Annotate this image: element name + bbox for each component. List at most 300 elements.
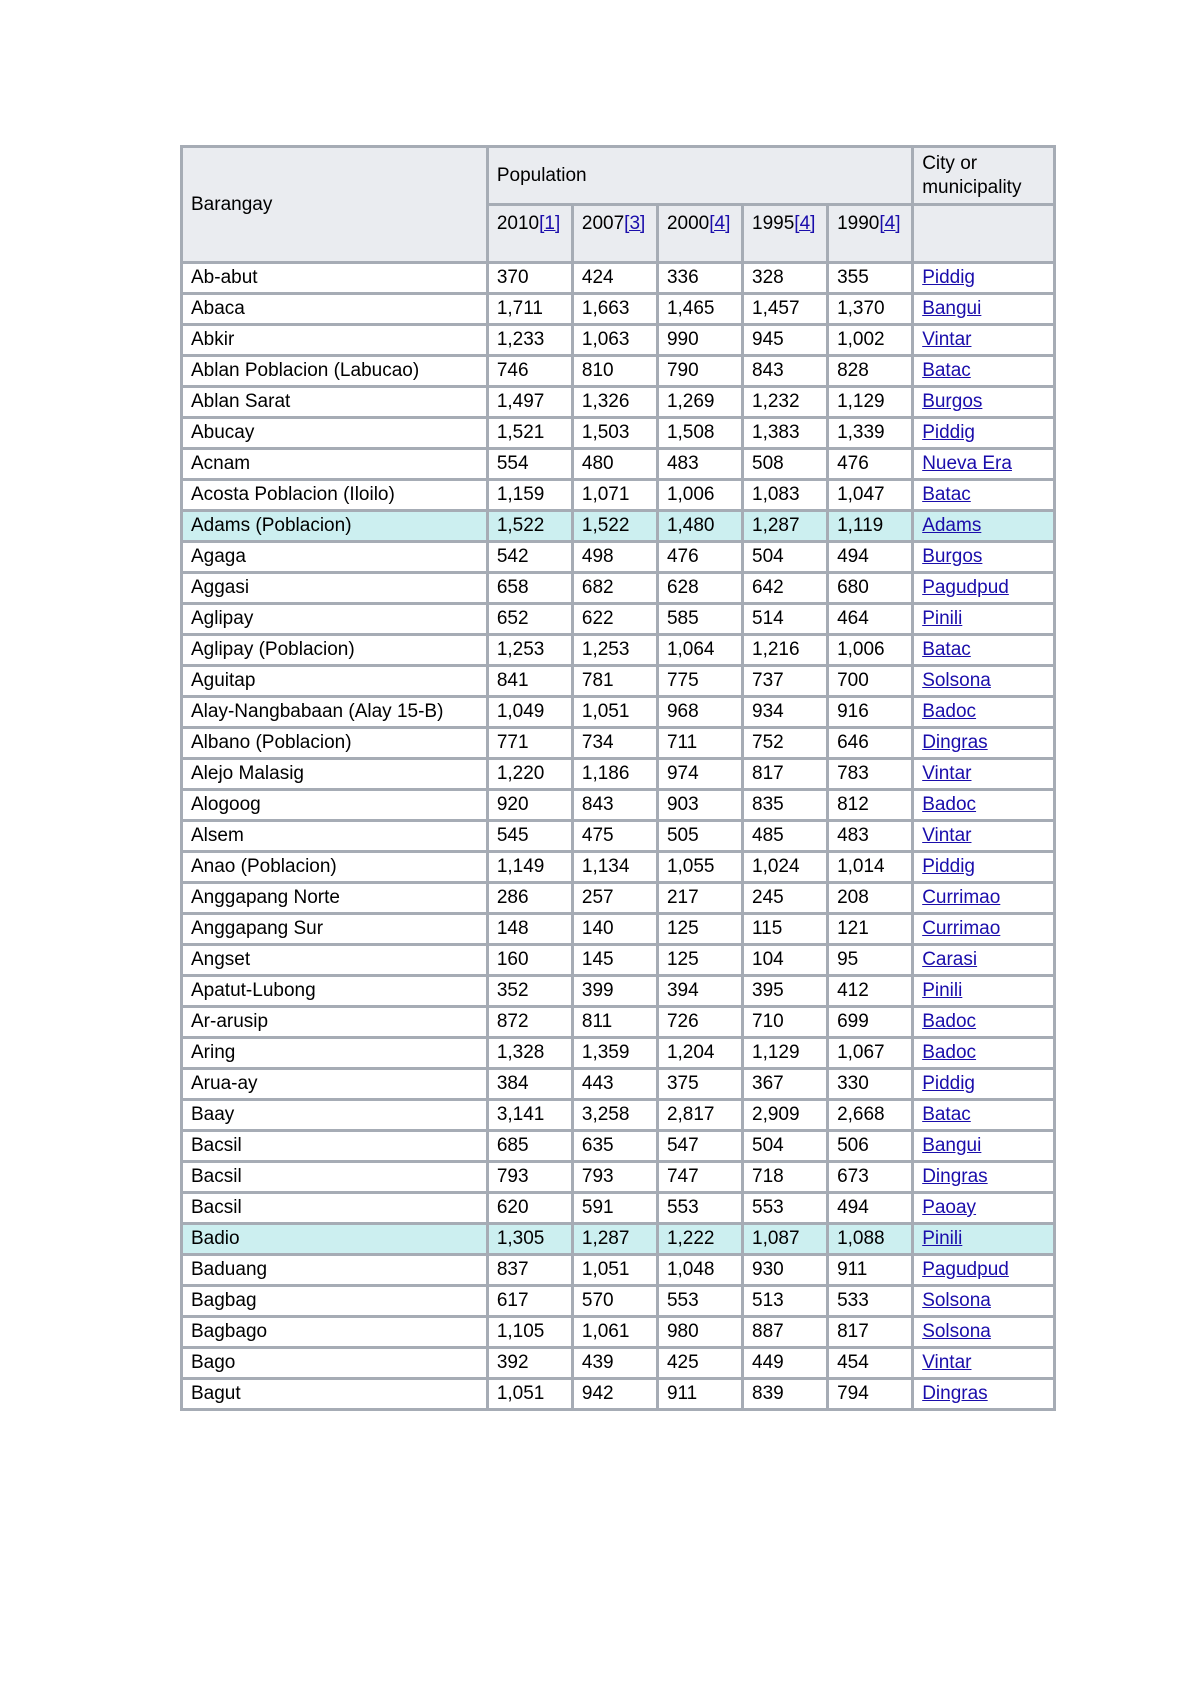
barangay-cell: Ab-abut bbox=[182, 263, 488, 294]
city-link[interactable]: Adams bbox=[922, 515, 982, 536]
population-2010-cell: 1,522 bbox=[487, 511, 572, 542]
city-link[interactable]: Carasi bbox=[922, 949, 978, 970]
table-row bbox=[182, 387, 1055, 418]
header-city-empty bbox=[913, 205, 1055, 263]
city-cell bbox=[913, 511, 1055, 542]
population-1990-cell: 1,047 bbox=[828, 480, 913, 511]
population-2007-cell: 399 bbox=[572, 976, 657, 1007]
city-link[interactable]: Currimao bbox=[922, 887, 1001, 908]
barangay-cell: Bagbago bbox=[182, 1317, 488, 1348]
population-2000-cell: 125 bbox=[657, 914, 742, 945]
city-cell bbox=[913, 325, 1055, 356]
header-year-2000 bbox=[657, 205, 742, 263]
population-2010-cell: 286 bbox=[487, 883, 572, 914]
table-row bbox=[182, 790, 1055, 821]
header-population: Population bbox=[487, 147, 912, 205]
population-2000-cell: 980 bbox=[657, 1317, 742, 1348]
year-label: 2010 bbox=[496, 213, 540, 234]
population-2007-cell: 424 bbox=[572, 263, 657, 294]
population-2000-cell: 968 bbox=[657, 697, 742, 728]
population-1990-cell: 494 bbox=[828, 542, 913, 573]
barangay-cell: Bago bbox=[182, 1348, 488, 1379]
barangay-cell: Bacsil bbox=[182, 1193, 488, 1224]
header-year-1995 bbox=[743, 205, 828, 263]
city-cell bbox=[913, 635, 1055, 666]
population-1995-cell: 553 bbox=[743, 1193, 828, 1224]
table-row bbox=[182, 1069, 1055, 1100]
population-1995-cell: 1,457 bbox=[743, 294, 828, 325]
population-2007-cell: 1,359 bbox=[572, 1038, 657, 1069]
table-row bbox=[182, 697, 1055, 728]
population-2010-cell: 1,328 bbox=[487, 1038, 572, 1069]
population-1990-cell: 828 bbox=[828, 356, 913, 387]
city-link[interactable]: Badoc bbox=[922, 1011, 977, 1032]
population-2010-cell: 1,149 bbox=[487, 852, 572, 883]
population-1990-cell: 330 bbox=[828, 1069, 913, 1100]
city-link[interactable]: Vintar bbox=[922, 825, 972, 846]
table-row bbox=[182, 511, 1055, 542]
population-2007-cell: 1,071 bbox=[572, 480, 657, 511]
city-link[interactable]: Nueva Era bbox=[922, 453, 1012, 474]
population-2000-cell: 553 bbox=[657, 1286, 742, 1317]
population-2010-cell: 1,305 bbox=[487, 1224, 572, 1255]
population-2010-cell: 685 bbox=[487, 1131, 572, 1162]
city-link[interactable]: Piddig bbox=[922, 1073, 976, 1094]
table-row bbox=[182, 1286, 1055, 1317]
population-1990-cell: 412 bbox=[828, 976, 913, 1007]
population-1990-cell: 454 bbox=[828, 1348, 913, 1379]
table-row bbox=[182, 294, 1055, 325]
population-2000-cell: 2,817 bbox=[657, 1100, 742, 1131]
barangay-cell: Badio bbox=[182, 1224, 488, 1255]
population-2000-cell: 1,465 bbox=[657, 294, 742, 325]
population-2000-cell: 990 bbox=[657, 325, 742, 356]
population-1990-cell: 817 bbox=[828, 1317, 913, 1348]
population-2000-cell: 425 bbox=[657, 1348, 742, 1379]
city-cell bbox=[913, 480, 1055, 511]
population-2007-cell: 443 bbox=[572, 1069, 657, 1100]
city-link[interactable]: Bangui bbox=[922, 298, 982, 319]
city-link[interactable]: Paoay bbox=[922, 1197, 977, 1218]
table-row bbox=[182, 1038, 1055, 1069]
population-2010-cell: 554 bbox=[487, 449, 572, 480]
table-row bbox=[182, 1007, 1055, 1038]
population-2010-cell: 658 bbox=[487, 573, 572, 604]
population-1990-cell: 680 bbox=[828, 573, 913, 604]
population-2000-cell: 1,222 bbox=[657, 1224, 742, 1255]
population-2010-cell: 370 bbox=[487, 263, 572, 294]
city-cell bbox=[913, 883, 1055, 914]
population-2007-cell: 734 bbox=[572, 728, 657, 759]
barangay-cell: Acnam bbox=[182, 449, 488, 480]
barangay-cell: Adams (Poblacion) bbox=[182, 511, 488, 542]
population-2007-cell: 810 bbox=[572, 356, 657, 387]
table-row bbox=[182, 945, 1055, 976]
city-link[interactable]: Vintar bbox=[922, 763, 972, 784]
population-2007-cell: 781 bbox=[572, 666, 657, 697]
city-link[interactable]: Vintar bbox=[922, 1352, 972, 1373]
population-2007-cell: 1,051 bbox=[572, 697, 657, 728]
population-2010-cell: 652 bbox=[487, 604, 572, 635]
barangay-cell: Baduang bbox=[182, 1255, 488, 1286]
population-1990-cell: 699 bbox=[828, 1007, 913, 1038]
population-2010-cell: 1,521 bbox=[487, 418, 572, 449]
population-2007-cell: 570 bbox=[572, 1286, 657, 1317]
city-cell bbox=[913, 294, 1055, 325]
population-1990-cell: 673 bbox=[828, 1162, 913, 1193]
population-2010-cell: 1,105 bbox=[487, 1317, 572, 1348]
population-1995-cell: 887 bbox=[743, 1317, 828, 1348]
city-cell bbox=[913, 1379, 1055, 1410]
table-row bbox=[182, 976, 1055, 1007]
city-cell bbox=[913, 790, 1055, 821]
population-2000-cell: 505 bbox=[657, 821, 742, 852]
barangay-cell: Angset bbox=[182, 945, 488, 976]
table-row bbox=[182, 914, 1055, 945]
city-link[interactable]: Vintar bbox=[922, 329, 972, 350]
city-cell bbox=[913, 1069, 1055, 1100]
population-2000-cell: 483 bbox=[657, 449, 742, 480]
city-link[interactable]: Badoc bbox=[922, 794, 977, 815]
barangay-cell: Abkir bbox=[182, 325, 488, 356]
population-2000-cell: 726 bbox=[657, 1007, 742, 1038]
city-cell bbox=[913, 697, 1055, 728]
year-label: 1990 bbox=[837, 213, 880, 234]
city-cell bbox=[913, 728, 1055, 759]
population-1995-cell: 1,087 bbox=[743, 1224, 828, 1255]
population-2010-cell: 384 bbox=[487, 1069, 572, 1100]
population-2007-cell: 1,287 bbox=[572, 1224, 657, 1255]
barangay-cell: Ablan Poblacion (Labucao) bbox=[182, 356, 488, 387]
city-cell bbox=[913, 1162, 1055, 1193]
city-cell bbox=[913, 1317, 1055, 1348]
city-link[interactable]: Dingras bbox=[922, 732, 988, 753]
population-2007-cell: 439 bbox=[572, 1348, 657, 1379]
city-cell bbox=[913, 821, 1055, 852]
population-2010-cell: 1,497 bbox=[487, 387, 572, 418]
population-2010-cell: 1,159 bbox=[487, 480, 572, 511]
population-2010-cell: 545 bbox=[487, 821, 572, 852]
city-cell bbox=[913, 976, 1055, 1007]
population-1990-cell: 533 bbox=[828, 1286, 913, 1317]
table-row bbox=[182, 1193, 1055, 1224]
city-link[interactable]: Piddig bbox=[922, 422, 976, 443]
population-1995-cell: 752 bbox=[743, 728, 828, 759]
city-link[interactable]: Bangui bbox=[922, 1135, 982, 1156]
city-link[interactable]: Solsona bbox=[922, 670, 991, 691]
population-1995-cell: 513 bbox=[743, 1286, 828, 1317]
population-1990-cell: 121 bbox=[828, 914, 913, 945]
population-1995-cell: 930 bbox=[743, 1255, 828, 1286]
barangay-cell: Bagbag bbox=[182, 1286, 488, 1317]
population-1990-cell: 494 bbox=[828, 1193, 913, 1224]
population-2007-cell: 622 bbox=[572, 604, 657, 635]
population-1990-cell: 794 bbox=[828, 1379, 913, 1410]
population-2000-cell: 585 bbox=[657, 604, 742, 635]
barangay-cell: Anggapang Norte bbox=[182, 883, 488, 914]
city-link[interactable]: Solsona bbox=[922, 1321, 991, 1342]
population-2007-cell: 1,061 bbox=[572, 1317, 657, 1348]
city-link[interactable]: Pagudpud bbox=[922, 1259, 1009, 1280]
population-2010-cell: 542 bbox=[487, 542, 572, 573]
city-link[interactable]: Pinili bbox=[922, 608, 963, 629]
population-2010-cell: 1,049 bbox=[487, 697, 572, 728]
population-2010-cell: 148 bbox=[487, 914, 572, 945]
city-cell bbox=[913, 1131, 1055, 1162]
table-row bbox=[182, 263, 1055, 294]
barangay-cell: Aguitap bbox=[182, 666, 488, 697]
barangay-cell: Ablan Sarat bbox=[182, 387, 488, 418]
population-2000-cell: 775 bbox=[657, 666, 742, 697]
barangay-cell: Bacsil bbox=[182, 1131, 488, 1162]
population-2010-cell: 872 bbox=[487, 1007, 572, 1038]
city-cell bbox=[913, 1193, 1055, 1224]
city-cell bbox=[913, 542, 1055, 573]
barangay-cell: Alejo Malasig bbox=[182, 759, 488, 790]
population-2010-cell: 920 bbox=[487, 790, 572, 821]
barangay-cell: Abaca bbox=[182, 294, 488, 325]
city-link[interactable]: Pinili bbox=[922, 1228, 963, 1249]
population-1990-cell: 1,339 bbox=[828, 418, 913, 449]
table-row bbox=[182, 604, 1055, 635]
population-2007-cell: 498 bbox=[572, 542, 657, 573]
barangay-cell: Albano (Poblacion) bbox=[182, 728, 488, 759]
city-link[interactable]: Pagudpud bbox=[922, 577, 1009, 598]
city-cell bbox=[913, 387, 1055, 418]
city-link[interactable]: Burgos bbox=[922, 391, 983, 412]
population-1990-cell: 2,668 bbox=[828, 1100, 913, 1131]
barangay-cell: Alsem bbox=[182, 821, 488, 852]
population-1995-cell: 328 bbox=[743, 263, 828, 294]
table-row bbox=[182, 728, 1055, 759]
population-1990-cell: 1,088 bbox=[828, 1224, 913, 1255]
city-cell bbox=[913, 356, 1055, 387]
population-1990-cell: 464 bbox=[828, 604, 913, 635]
population-table bbox=[180, 145, 1056, 1411]
population-2000-cell: 911 bbox=[657, 1379, 742, 1410]
population-2010-cell: 837 bbox=[487, 1255, 572, 1286]
city-cell bbox=[913, 449, 1055, 480]
barangay-cell: Aggasi bbox=[182, 573, 488, 604]
population-1990-cell: 1,002 bbox=[828, 325, 913, 356]
table-row bbox=[182, 1224, 1055, 1255]
population-1990-cell: 1,129 bbox=[828, 387, 913, 418]
population-2010-cell: 392 bbox=[487, 1348, 572, 1379]
header-barangay: Barangay bbox=[182, 147, 488, 263]
table-row bbox=[182, 542, 1055, 573]
population-1995-cell: 817 bbox=[743, 759, 828, 790]
barangay-cell: Alogoog bbox=[182, 790, 488, 821]
table-row bbox=[182, 573, 1055, 604]
population-1995-cell: 843 bbox=[743, 356, 828, 387]
population-1995-cell: 508 bbox=[743, 449, 828, 480]
population-1995-cell: 504 bbox=[743, 1131, 828, 1162]
population-2010-cell: 617 bbox=[487, 1286, 572, 1317]
table-row bbox=[182, 325, 1055, 356]
population-2000-cell: 1,064 bbox=[657, 635, 742, 666]
table-row bbox=[182, 1317, 1055, 1348]
population-1995-cell: 367 bbox=[743, 1069, 828, 1100]
population-2000-cell: 903 bbox=[657, 790, 742, 821]
header-year-2007 bbox=[572, 205, 657, 263]
city-link[interactable]: Currimao bbox=[922, 918, 1001, 939]
population-2010-cell: 746 bbox=[487, 356, 572, 387]
table-header bbox=[182, 147, 1055, 263]
population-2000-cell: 747 bbox=[657, 1162, 742, 1193]
population-2000-cell: 394 bbox=[657, 976, 742, 1007]
city-cell bbox=[913, 604, 1055, 635]
population-2000-cell: 1,204 bbox=[657, 1038, 742, 1069]
population-1995-cell: 115 bbox=[743, 914, 828, 945]
year-label: 2000 bbox=[666, 213, 710, 234]
population-1995-cell: 449 bbox=[743, 1348, 828, 1379]
table-row bbox=[182, 480, 1055, 511]
city-link[interactable]: Badoc bbox=[922, 1042, 977, 1063]
population-1995-cell: 1,083 bbox=[743, 480, 828, 511]
population-2000-cell: 375 bbox=[657, 1069, 742, 1100]
city-cell bbox=[913, 1224, 1055, 1255]
population-2000-cell: 1,006 bbox=[657, 480, 742, 511]
city-link[interactable]: Batac bbox=[922, 1104, 971, 1125]
reference-link[interactable]: [1] bbox=[539, 213, 561, 234]
city-cell bbox=[913, 1007, 1055, 1038]
barangay-cell: Abucay bbox=[182, 418, 488, 449]
population-1995-cell: 504 bbox=[743, 542, 828, 573]
population-2000-cell: 476 bbox=[657, 542, 742, 573]
population-2007-cell: 1,063 bbox=[572, 325, 657, 356]
population-2007-cell: 1,253 bbox=[572, 635, 657, 666]
city-cell bbox=[913, 573, 1055, 604]
city-link[interactable]: Dingras bbox=[922, 1383, 988, 1404]
population-1995-cell: 710 bbox=[743, 1007, 828, 1038]
population-2000-cell: 547 bbox=[657, 1131, 742, 1162]
table-row bbox=[182, 759, 1055, 790]
population-2010-cell: 841 bbox=[487, 666, 572, 697]
header-year-1990 bbox=[828, 205, 913, 263]
reference-link[interactable]: [4] bbox=[794, 213, 816, 234]
population-2010-cell: 1,253 bbox=[487, 635, 572, 666]
population-1995-cell: 245 bbox=[743, 883, 828, 914]
city-cell bbox=[913, 1100, 1055, 1131]
barangay-cell: Agaga bbox=[182, 542, 488, 573]
population-1990-cell: 700 bbox=[828, 666, 913, 697]
city-link[interactable]: Badoc bbox=[922, 701, 977, 722]
city-link[interactable]: Piddig bbox=[922, 856, 976, 877]
population-2007-cell: 811 bbox=[572, 1007, 657, 1038]
city-link[interactable]: Burgos bbox=[922, 546, 983, 567]
year-label: 1995 bbox=[752, 213, 795, 234]
city-link[interactable]: Solsona bbox=[922, 1290, 991, 1311]
population-1995-cell: 104 bbox=[743, 945, 828, 976]
barangay-cell: Anao (Poblacion) bbox=[182, 852, 488, 883]
table-row bbox=[182, 1131, 1055, 1162]
population-1995-cell: 1,129 bbox=[743, 1038, 828, 1069]
city-link[interactable]: Piddig bbox=[922, 267, 976, 288]
population-1995-cell: 1,232 bbox=[743, 387, 828, 418]
population-2007-cell: 591 bbox=[572, 1193, 657, 1224]
population-2010-cell: 1,220 bbox=[487, 759, 572, 790]
population-2000-cell: 1,480 bbox=[657, 511, 742, 542]
population-2007-cell: 942 bbox=[572, 1379, 657, 1410]
population-2007-cell: 1,522 bbox=[572, 511, 657, 542]
population-1990-cell: 483 bbox=[828, 821, 913, 852]
city-cell bbox=[913, 418, 1055, 449]
population-1995-cell: 934 bbox=[743, 697, 828, 728]
population-2007-cell: 257 bbox=[572, 883, 657, 914]
population-1990-cell: 1,119 bbox=[828, 511, 913, 542]
population-2000-cell: 125 bbox=[657, 945, 742, 976]
table-row bbox=[182, 666, 1055, 697]
population-1990-cell: 812 bbox=[828, 790, 913, 821]
population-2010-cell: 160 bbox=[487, 945, 572, 976]
population-2010-cell: 793 bbox=[487, 1162, 572, 1193]
table-row bbox=[182, 449, 1055, 480]
population-2007-cell: 140 bbox=[572, 914, 657, 945]
population-1990-cell: 208 bbox=[828, 883, 913, 914]
city-link[interactable]: Batac bbox=[922, 360, 971, 381]
population-1995-cell: 2,909 bbox=[743, 1100, 828, 1131]
table-row bbox=[182, 635, 1055, 666]
population-2007-cell: 843 bbox=[572, 790, 657, 821]
population-2007-cell: 793 bbox=[572, 1162, 657, 1193]
population-2010-cell: 1,233 bbox=[487, 325, 572, 356]
population-1995-cell: 1,216 bbox=[743, 635, 828, 666]
population-2007-cell: 1,503 bbox=[572, 418, 657, 449]
city-link[interactable]: Pinili bbox=[922, 980, 963, 1001]
table-row bbox=[182, 1348, 1055, 1379]
population-1990-cell: 911 bbox=[828, 1255, 913, 1286]
table-row bbox=[182, 1255, 1055, 1286]
city-link[interactable]: Batac bbox=[922, 484, 971, 505]
population-1990-cell: 916 bbox=[828, 697, 913, 728]
barangay-cell: Acosta Poblacion (Iloilo) bbox=[182, 480, 488, 511]
city-link[interactable]: Dingras bbox=[922, 1166, 988, 1187]
population-2007-cell: 475 bbox=[572, 821, 657, 852]
reference-link[interactable]: [3] bbox=[624, 213, 646, 234]
city-cell bbox=[913, 1286, 1055, 1317]
population-2010-cell: 620 bbox=[487, 1193, 572, 1224]
barangay-cell: Baay bbox=[182, 1100, 488, 1131]
population-2007-cell: 1,663 bbox=[572, 294, 657, 325]
population-1995-cell: 945 bbox=[743, 325, 828, 356]
population-2007-cell: 3,258 bbox=[572, 1100, 657, 1131]
population-1995-cell: 514 bbox=[743, 604, 828, 635]
population-1990-cell: 783 bbox=[828, 759, 913, 790]
population-1990-cell: 1,067 bbox=[828, 1038, 913, 1069]
population-1990-cell: 95 bbox=[828, 945, 913, 976]
population-2010-cell: 352 bbox=[487, 976, 572, 1007]
barangay-cell: Anggapang Sur bbox=[182, 914, 488, 945]
population-1990-cell: 476 bbox=[828, 449, 913, 480]
table-row bbox=[182, 418, 1055, 449]
reference-link[interactable]: [4] bbox=[709, 213, 731, 234]
table-row bbox=[182, 1162, 1055, 1193]
reference-link[interactable]: [4] bbox=[879, 213, 901, 234]
table-row bbox=[182, 1379, 1055, 1410]
barangay-cell: Arua-ay bbox=[182, 1069, 488, 1100]
population-2007-cell: 1,186 bbox=[572, 759, 657, 790]
population-1990-cell: 1,014 bbox=[828, 852, 913, 883]
population-2007-cell: 480 bbox=[572, 449, 657, 480]
barangay-cell: Aglipay (Poblacion) bbox=[182, 635, 488, 666]
population-2000-cell: 1,508 bbox=[657, 418, 742, 449]
population-2000-cell: 1,055 bbox=[657, 852, 742, 883]
population-2007-cell: 1,051 bbox=[572, 1255, 657, 1286]
table-body bbox=[182, 263, 1055, 1410]
city-link[interactable]: Batac bbox=[922, 639, 971, 660]
population-1990-cell: 1,370 bbox=[828, 294, 913, 325]
barangay-cell: Apatut-Lubong bbox=[182, 976, 488, 1007]
